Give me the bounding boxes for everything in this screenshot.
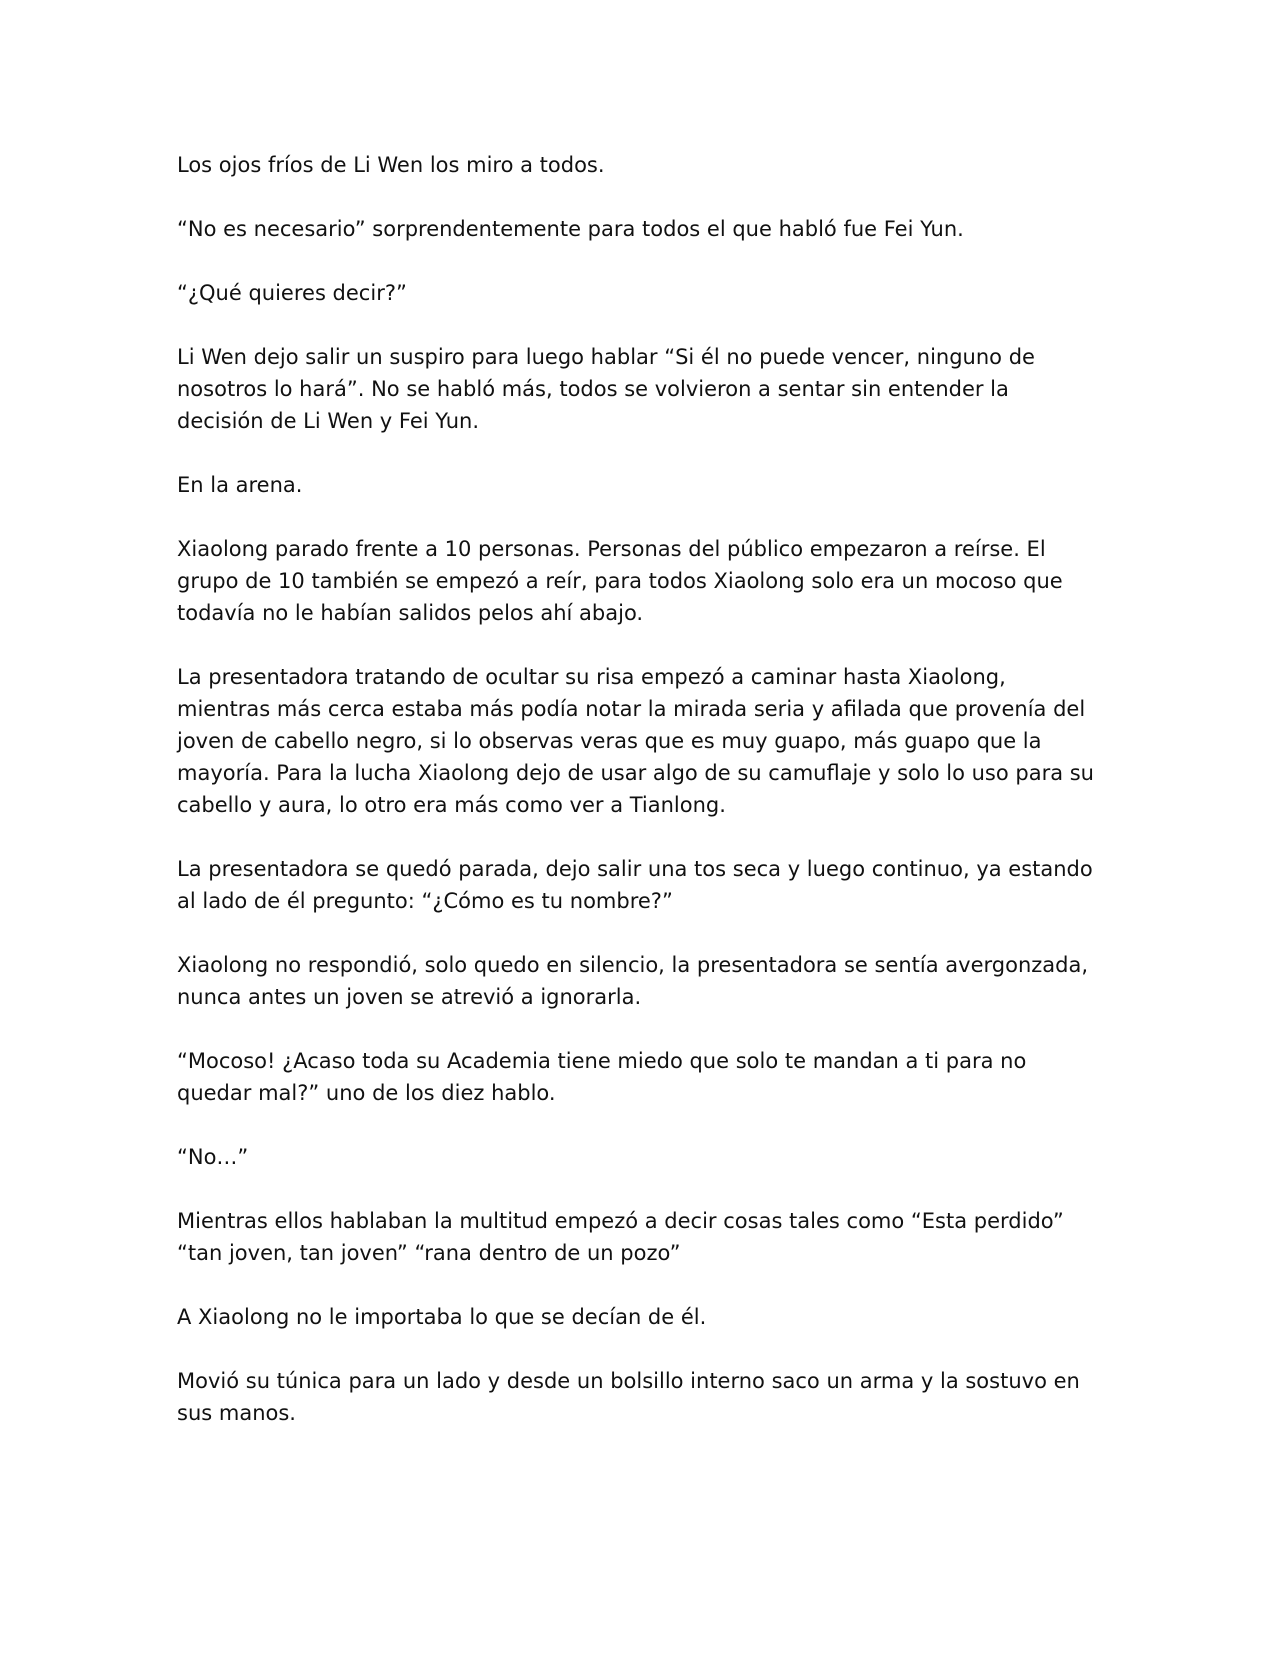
paragraph: La presentadora tratando de ocultar su risa empezó a caminar hasta Xiaolong, mientras más cerca estaba más podía notar la mirada seria y afilada que provenía del joven de cabello negro, si lo observas veras que es muy guapo, más guapo que la mayoría. Para la lucha Xiaolong dejo de usar algo de su camuflaje y solo lo uso para su cabello y aura, lo otro era más como ver a Tianlong. [177,665,1094,817]
paragraph: La presentadora se quedó parada, dejo salir una tos seca y luego continuo, ya estando al lado de él pregunto: “¿Cómo es tu nombre?” [177,857,1093,913]
paragraph: “¿Qué quieres decir?” [177,281,407,305]
paragraph: “No…” [177,1145,249,1169]
paragraph: Movió su túnica para un lado y desde un bolsillo interno saco un arma y la sostuvo en sus manos. [177,1369,1080,1425]
document-body [177,149,1099,1461]
paragraph: Li Wen dejo salir un suspiro para luego hablar “Si él no puede vencer, ninguno de nosotros lo hará”. No se habló más, todos se volvieron a sentar sin entender la decisión de Li Wen y Fei Yun. [177,345,1035,433]
paragraph: En la arena. [177,473,303,497]
paragraph: A Xiaolong no le importaba lo que se decían de él. [177,1305,707,1329]
paragraph: Los ojos fríos de Li Wen los miro a todos. [177,153,605,177]
paragraph: Xiaolong no respondió, solo quedo en silencio, la presentadora se sentía avergonzada, nunca antes un joven se atrevió a ignorarla. [177,953,1089,1009]
paragraph: Xiaolong parado frente a 10 personas. Personas del público empezaron a reírse. El grupo de 10 también se empezó a reír, para todos Xiaolong solo era un mocoso que todavía no le habían salidos pelos ahí abajo. [177,537,1063,625]
paragraph: “Mocoso! ¿Acaso toda su Academia tiene miedo que solo te mandan a ti para no quedar mal?” uno de los diez hablo. [177,1049,1027,1105]
paragraph: Mientras ellos hablaban la multitud empezó a decir cosas tales como “Esta perdido” “tan joven, tan joven” “rana dentro de un pozo” [177,1209,1064,1265]
paragraph: “No es necesario” sorprendentemente para todos el que habló fue Fei Yun. [177,217,964,241]
